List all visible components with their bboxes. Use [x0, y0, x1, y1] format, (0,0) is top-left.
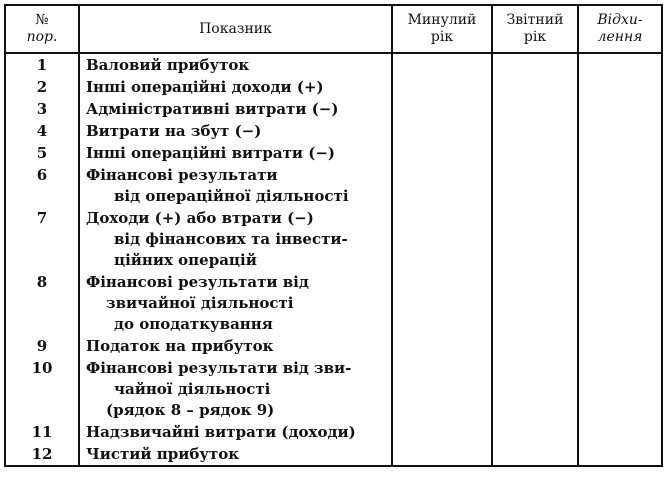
indicator-line: від операційної діяльності [114, 187, 349, 205]
row-indicator [79, 421, 392, 443]
indicator-line: до оподаткування [114, 315, 273, 333]
header-indicator: Показник [79, 5, 392, 53]
cell-reporting-year [492, 207, 578, 271]
cell-reporting-year [492, 98, 578, 120]
cell-previous-year [392, 120, 492, 142]
cell-deviation [578, 443, 662, 466]
row-indicator [79, 357, 392, 421]
indicator-line: Фінансові результати від [86, 273, 309, 291]
cell-previous-year [392, 271, 492, 335]
cell-deviation [578, 357, 662, 421]
table-row [5, 164, 662, 207]
header-reporting-year [492, 5, 578, 53]
indicator-line: Надзвичайні витрати (доходи) [86, 423, 356, 441]
table-row [5, 98, 662, 120]
cell-reporting-year [492, 76, 578, 98]
indicator-line: Фінансові результати від зви- [86, 359, 352, 377]
cell-previous-year [392, 164, 492, 207]
cell-previous-year [392, 357, 492, 421]
table-row [5, 76, 662, 98]
header-reporting-year-line1: Звітний [506, 12, 564, 28]
cell-previous-year [392, 53, 492, 76]
row-number: 4 [5, 120, 79, 142]
table-row [5, 142, 662, 164]
table-row [5, 53, 662, 76]
cell-reporting-year [492, 357, 578, 421]
cell-reporting-year [492, 443, 578, 466]
row-indicator [79, 271, 392, 335]
indicator-line: (рядок 8 – рядок 9) [106, 401, 275, 419]
row-indicator [79, 335, 392, 357]
cell-deviation [578, 53, 662, 76]
cell-previous-year [392, 207, 492, 271]
row-number: 5 [5, 142, 79, 164]
row-indicator [79, 120, 392, 142]
row-indicator [79, 207, 392, 271]
header-number-abbr: пор. [26, 29, 58, 45]
cell-deviation [578, 98, 662, 120]
header-previous-year-line2: рік [430, 29, 454, 45]
cell-reporting-year [492, 120, 578, 142]
indicator-line: чайної діяльності [114, 380, 271, 398]
table-row [5, 335, 662, 357]
table-row [5, 443, 662, 466]
financial-results-table [4, 4, 663, 467]
row-number: 11 [5, 421, 79, 443]
row-number: 7 [5, 207, 79, 271]
indicator-line: Інші операційні витрати (−) [86, 144, 336, 162]
row-indicator [79, 76, 392, 98]
cell-reporting-year [492, 335, 578, 357]
cell-deviation [578, 76, 662, 98]
cell-reporting-year [492, 164, 578, 207]
indicator-line: Витрати на збут (−) [86, 122, 262, 140]
indicator-line: Інші операційні доходи (+) [86, 78, 324, 96]
row-indicator [79, 142, 392, 164]
row-number: 12 [5, 443, 79, 466]
table-row [5, 357, 662, 421]
indicator-line: ційних операцій [114, 251, 257, 269]
cell-deviation [578, 421, 662, 443]
cell-reporting-year [492, 271, 578, 335]
row-indicator [79, 53, 392, 76]
header-previous-year-line1: Минулий [407, 12, 477, 28]
cell-deviation [578, 164, 662, 207]
header-deviation-line1: Відхи- [597, 12, 643, 28]
indicator-line: звичайної діяльності [106, 294, 294, 312]
cell-deviation [578, 142, 662, 164]
indicator-line: Податок на прибуток [86, 337, 274, 355]
cell-reporting-year [492, 142, 578, 164]
table-header-row [5, 5, 662, 53]
indicator-line: від фінансових та інвести- [114, 230, 348, 248]
header-number-symbol: № [35, 12, 49, 28]
table-row [5, 271, 662, 335]
row-indicator [79, 164, 392, 207]
cell-previous-year [392, 335, 492, 357]
table-row [5, 120, 662, 142]
row-number: 8 [5, 271, 79, 335]
indicator-line: Чистий прибуток [86, 445, 240, 463]
indicator-line: Доходи (+) або втрати (−) [86, 209, 314, 227]
header-previous-year [392, 5, 492, 53]
header-reporting-year-line2: рік [523, 29, 547, 45]
cell-previous-year [392, 142, 492, 164]
indicator-line: Фінансові результати [86, 166, 278, 184]
cell-reporting-year [492, 53, 578, 76]
cell-deviation [578, 120, 662, 142]
cell-deviation [578, 207, 662, 271]
row-indicator [79, 98, 392, 120]
indicator-line: Адміністративні витрати (−) [86, 100, 339, 118]
row-number: 1 [5, 53, 79, 76]
row-indicator [79, 443, 392, 466]
row-number: 9 [5, 335, 79, 357]
table-row [5, 207, 662, 271]
cell-previous-year [392, 443, 492, 466]
row-number: 3 [5, 98, 79, 120]
cell-previous-year [392, 98, 492, 120]
cell-deviation [578, 335, 662, 357]
cell-deviation [578, 271, 662, 335]
cell-previous-year [392, 421, 492, 443]
header-number [5, 5, 79, 53]
indicator-line: Валовий прибуток [86, 56, 250, 74]
cell-reporting-year [492, 421, 578, 443]
cell-previous-year [392, 76, 492, 98]
row-number: 2 [5, 76, 79, 98]
header-deviation-line2: лення [597, 29, 643, 45]
row-number: 6 [5, 164, 79, 207]
row-number: 10 [5, 357, 79, 421]
table-row [5, 421, 662, 443]
header-deviation [578, 5, 662, 53]
